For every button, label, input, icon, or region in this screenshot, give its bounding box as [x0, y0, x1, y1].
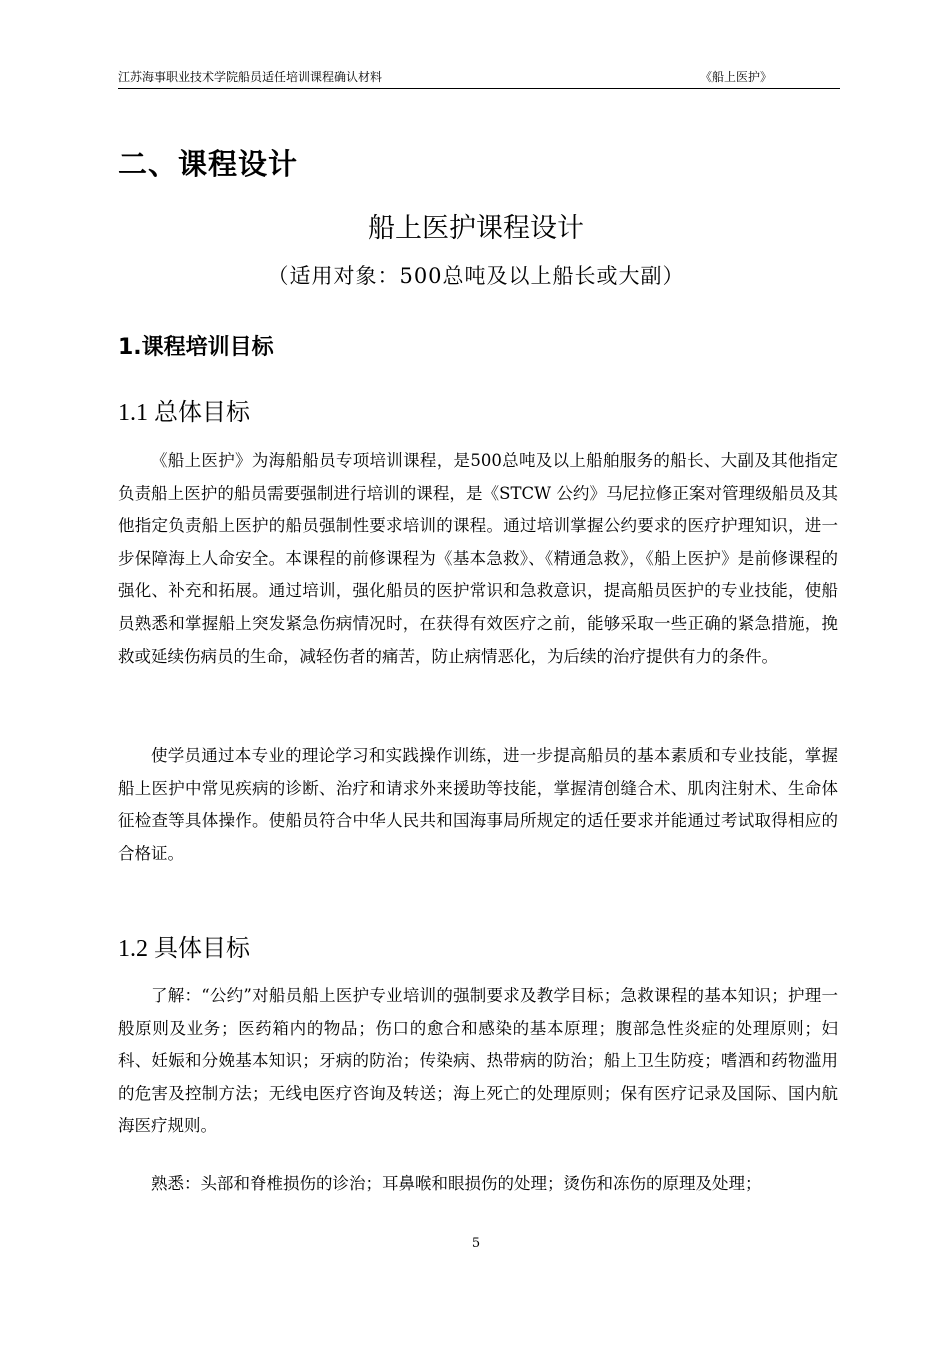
paragraph-understand: 了解：“公约”对船员船上医护专业培训的强制要求及教学目标；急救课程的基本知识；护理一般原则及业务；医药箱内的物品；伤口的愈合和感染的基本原理；腹部急性炎症的处理原则；妇科、妊娠和分娩基本知识；牙病的防治；传染病、热带病的防治；船上卫生防疫；嗜酒和药物滥用的危害及控制方法；无线电医疗咨询及转送；海上死亡的处理原则；保有医疗记录及国际、国内航海医疗规则。 [118, 986, 838, 1136]
header-right-text: 《船上医护》 [699, 70, 772, 84]
document-title: 船上医护课程设计 [368, 213, 584, 244]
section-title: 二、课程设计 [118, 147, 299, 181]
document-subtitle: （适用对象：500总吨及以上船长或大副） [267, 264, 685, 288]
paragraph-overall-2: 使学员通过本专业的理论学习和实践操作训练，进一步提高船员的基本素质和专业技能，掌握船上医护中常见疾病的诊断、治疗和请求外来援助等技能，掌握清创缝合术、肌肉注射术、生命体征检查等具体操作。使船员符合中华人民共和国海事局所规定的适任要求并能通过考试取得相应的合格证。 [118, 746, 838, 863]
heading-training-objectives: 1.课程培训目标 [118, 335, 274, 360]
page-number: 5 [471, 1236, 481, 1251]
paragraph-overall-1: 《船上医护》为海船船员专项培训课程，是500总吨及以上船舶服务的船长、大副及其他指定负责船上医护的船员需要强制进行培训的课程，是《STCW 公约》马尼拉修正案对管理级船员及其他指定负责船上医护的船员强制性要求培训的课程。通过培训掌握公约要求的医疗护理知识，进一步保障海上人命安全。本课程的前修课程为《基本急救》、《精通急救》，《船上医护》是前修课程的强化、补充和拓展。通过培训，强化船员的医护常识和急救意识，提高船员医护的专业技能，使船员熟悉和掌握船上突发紧急伤病情况时，在获得有效医疗之前，能够采取一些正确的紧急措施，挽救或延续伤病员的生命，减轻伤者的痛苦，防止病情恶化，为后续的治疗提供有力的条件。 [118, 451, 838, 666]
paragraph-familiar: 熟悉：头部和脊椎损伤的诊治；耳鼻喉和眼损伤的处理；烫伤和冻伤的原理及处理； [151, 1174, 762, 1193]
heading-specific-objectives: 1.2 具体目标 [118, 936, 250, 962]
header-left-text: 江苏海事职业技术学院船员适任培训课程确认材料 [118, 70, 383, 84]
page-header [118, 66, 840, 89]
heading-overall-objectives: 1.1 总体目标 [118, 400, 250, 426]
